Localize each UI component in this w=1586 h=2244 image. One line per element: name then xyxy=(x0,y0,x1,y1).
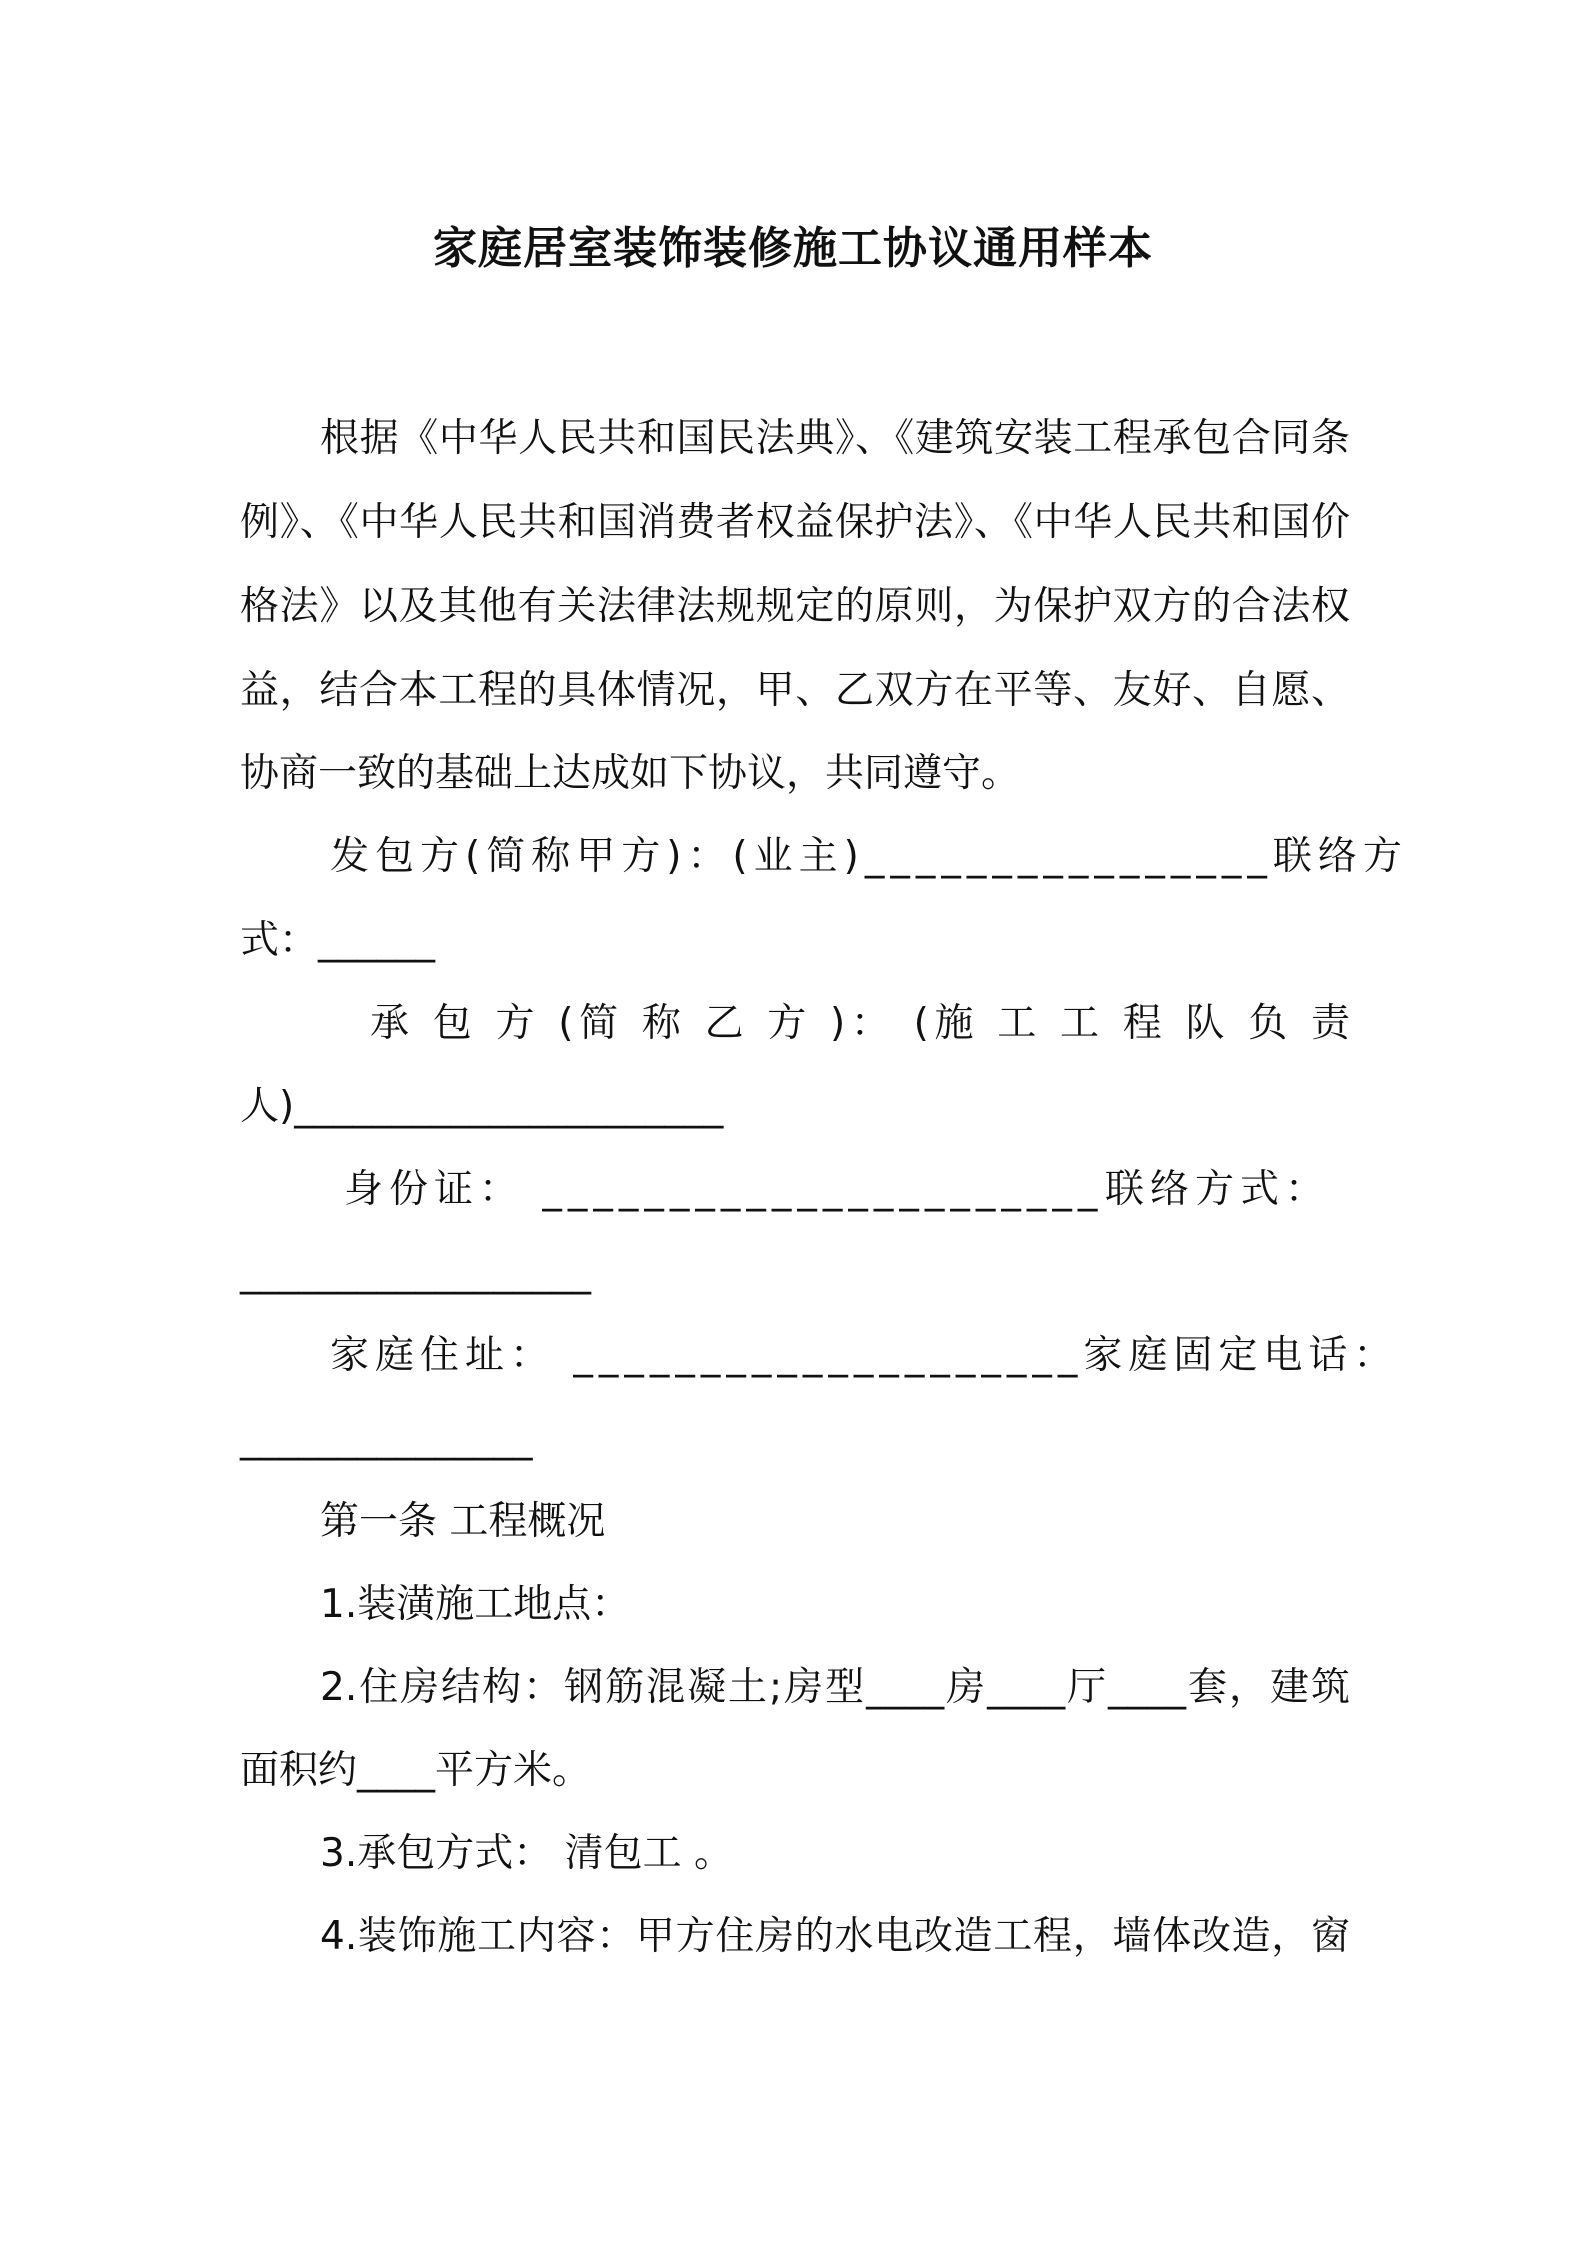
party-b-field: 人)______________________ xyxy=(240,1084,724,1129)
document-title: 家庭居室装饰装修施工协议通用样本 xyxy=(433,223,1153,274)
id-row xyxy=(240,1165,1350,1215)
article-1-heading: 第一条 工程概况 xyxy=(320,1499,606,1544)
party-a-row xyxy=(240,832,1408,882)
party-b-label: 承 包 方 (简 称 乙 方 )： (施 工 工 程 队 负 责 xyxy=(370,1001,1350,1046)
intro-line-1: 根据《中华人民共和国民法典》、《建筑安装工程承包合同条 xyxy=(320,416,1350,461)
address-label: 家庭住址： ____________________ xyxy=(330,1333,1084,1378)
item-2-area: 面积约____平方米。 xyxy=(240,1748,592,1793)
home-phone-field: _______________ xyxy=(240,1416,533,1461)
item-4-scope: 4.装饰施工内容：甲方住房的水电改造工程，墙体改造，窗 xyxy=(320,1914,1350,1959)
intro-line-5: 协商一致的基础上达成如下协议，共同遵守。 xyxy=(240,751,1021,796)
intro-line-2: 例》、《中华人民共和国消费者权益保护法》、《中华人民共和国价 xyxy=(240,500,1350,545)
item-2-structure: 2.住房结构：钢筋混凝土;房型____房____厅____套，建筑 xyxy=(320,1665,1350,1710)
id-contact-label: 联络方式： xyxy=(1104,1167,1330,1212)
party-a-contact-label: 联络方 xyxy=(1272,834,1408,879)
intro-line-3: 格法》以及其他有关法律法规规定的原则，为保护双方的合法权 xyxy=(240,584,1350,629)
id-label: 身份证： ______________________ xyxy=(344,1167,1104,1212)
home-phone-label: 家庭固定电话： xyxy=(1083,1333,1399,1378)
item-1-location: 1.装潢施工地点： xyxy=(320,1582,631,1627)
intro-line-4: 益，结合本工程的具体情况，甲、乙双方在平等、友好、自愿、 xyxy=(240,668,1350,713)
id-contact-field: __________________ xyxy=(240,1250,591,1295)
party-a-label: 发包方(简称甲方)：(业主)________________ xyxy=(330,834,1273,879)
item-3-contract-type: 3.承包方式： 清包工 。 xyxy=(320,1831,734,1876)
address-row xyxy=(240,1331,1399,1381)
party-a-contact-field: 式：______ xyxy=(240,918,436,963)
